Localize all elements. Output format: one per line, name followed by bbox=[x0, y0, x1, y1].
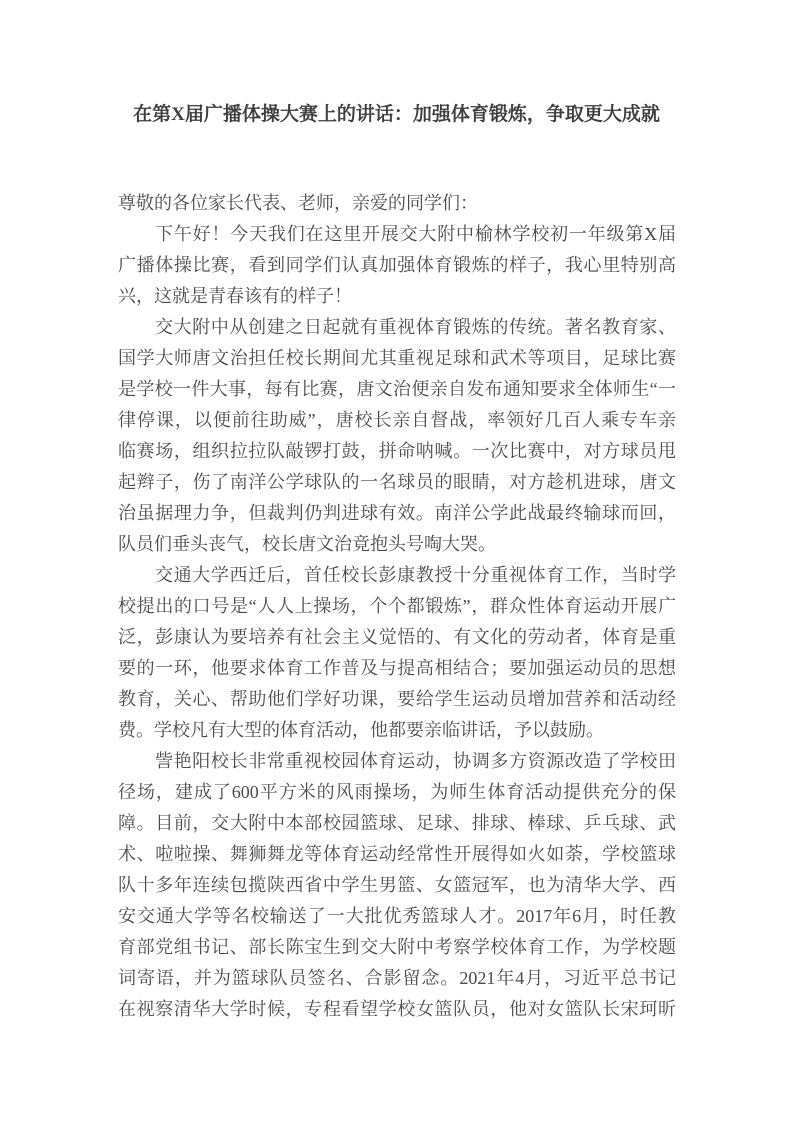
text-line: 队十多年连续包揽陕西省中学生男篮、女篮冠军，也为清华大学、西 bbox=[118, 875, 676, 895]
text-line: 教育，关心、帮助他们学好功课，要给学生运动员增加营养和活动经 bbox=[118, 689, 676, 709]
text-line: 国学大师唐文治担任校长期间尤其重视足球和武术等项目，足球比赛 bbox=[118, 348, 676, 368]
text-line: 词寄语，并为篮球队员签名、合影留念。2021年4月，习近平总书记 bbox=[118, 968, 676, 988]
text-line: 在视察清华大学时候，专程看望学校女篮队员，他对女篮队长宋珂昕 bbox=[118, 999, 676, 1019]
text-line: 育部党组书记、部长陈宝生到交大附中考察学校体育工作，为学校题 bbox=[118, 937, 676, 957]
text-line: 交通大学西迁后，首任校长彭康教授十分重视体育工作，当时学 bbox=[155, 565, 676, 585]
text-line: 临赛场，组织拉拉队敲锣打鼓，拼命呐喊。一次比赛中，对方球员甩 bbox=[118, 441, 676, 461]
text-line: 广播体操比赛，看到同学们认真加强体育锻炼的样子，我心里特别高 bbox=[118, 255, 676, 275]
text-line: 下午好！今天我们在这里开展交大附中榆林学校初一年级第X届 bbox=[155, 224, 676, 244]
text-line: 泛，彭康认为要培养有社会主义觉悟的、有文化的劳动者，体育是重 bbox=[118, 627, 676, 647]
text-line: 术、啦啦操、舞狮舞龙等体育运动经常性开展得如火如荼，学校篮球 bbox=[118, 844, 676, 864]
text-line: 起辫子，伤了南洋公学球队的一名球员的眼睛，对方趁机进球，唐文 bbox=[118, 472, 676, 492]
text-line: 兴，这就是青春该有的样子！ bbox=[118, 286, 352, 306]
text-line: 要的一环，他要求体育工作普及与提高相结合；要加强运动员的思想 bbox=[118, 658, 676, 678]
text-line: 律停课，以便前往助威”，唐校长亲自督战，率领好几百人乘专车亲 bbox=[118, 410, 676, 430]
text-line: 费。学校凡有大型的体育活动，他都要亲临讲话，予以鼓励。 bbox=[118, 720, 604, 740]
text-line: 安交通大学等名校输送了一大批优秀篮球人才。2017年6月，时任教 bbox=[118, 906, 676, 926]
text-line: 队员们垂头丧气，校长唐文治竟抱头号啕大哭。 bbox=[118, 534, 496, 554]
text-line: 障。目前，交大附中本部校园篮球、足球、排球、棒球、乒乓球、武 bbox=[118, 813, 676, 833]
text-line: 校提出的口号是“人人上操场，个个都锻炼”，群众性体育运动开展广 bbox=[118, 596, 676, 616]
text-line: 尊敬的各位家长代表、老师，亲爱的同学们： bbox=[118, 193, 478, 213]
text-line: 径场，建成了600平方米的风雨操场，为师生体育活动提供充分的保 bbox=[118, 782, 676, 802]
text-line: 訾艳阳校长非常重视校园体育运动，协调多方资源改造了学校田 bbox=[155, 751, 676, 771]
document-body bbox=[118, 188, 676, 1025]
text-line: 交大附中从创建之日起就有重视体育锻炼的传统。著名教育家、 bbox=[155, 317, 676, 337]
text-line: 治虽据理力争，但裁判仍判进球有效。南洋公学此战最终输球而回， bbox=[118, 503, 676, 523]
document-title: 在第X届广播体操大赛上的讲话：加强体育锻炼，争取更大成就 bbox=[133, 104, 660, 125]
text-line: 是学校一件大事，每有比赛，唐文治便亲自发布通知要求全体师生“一 bbox=[118, 379, 676, 399]
